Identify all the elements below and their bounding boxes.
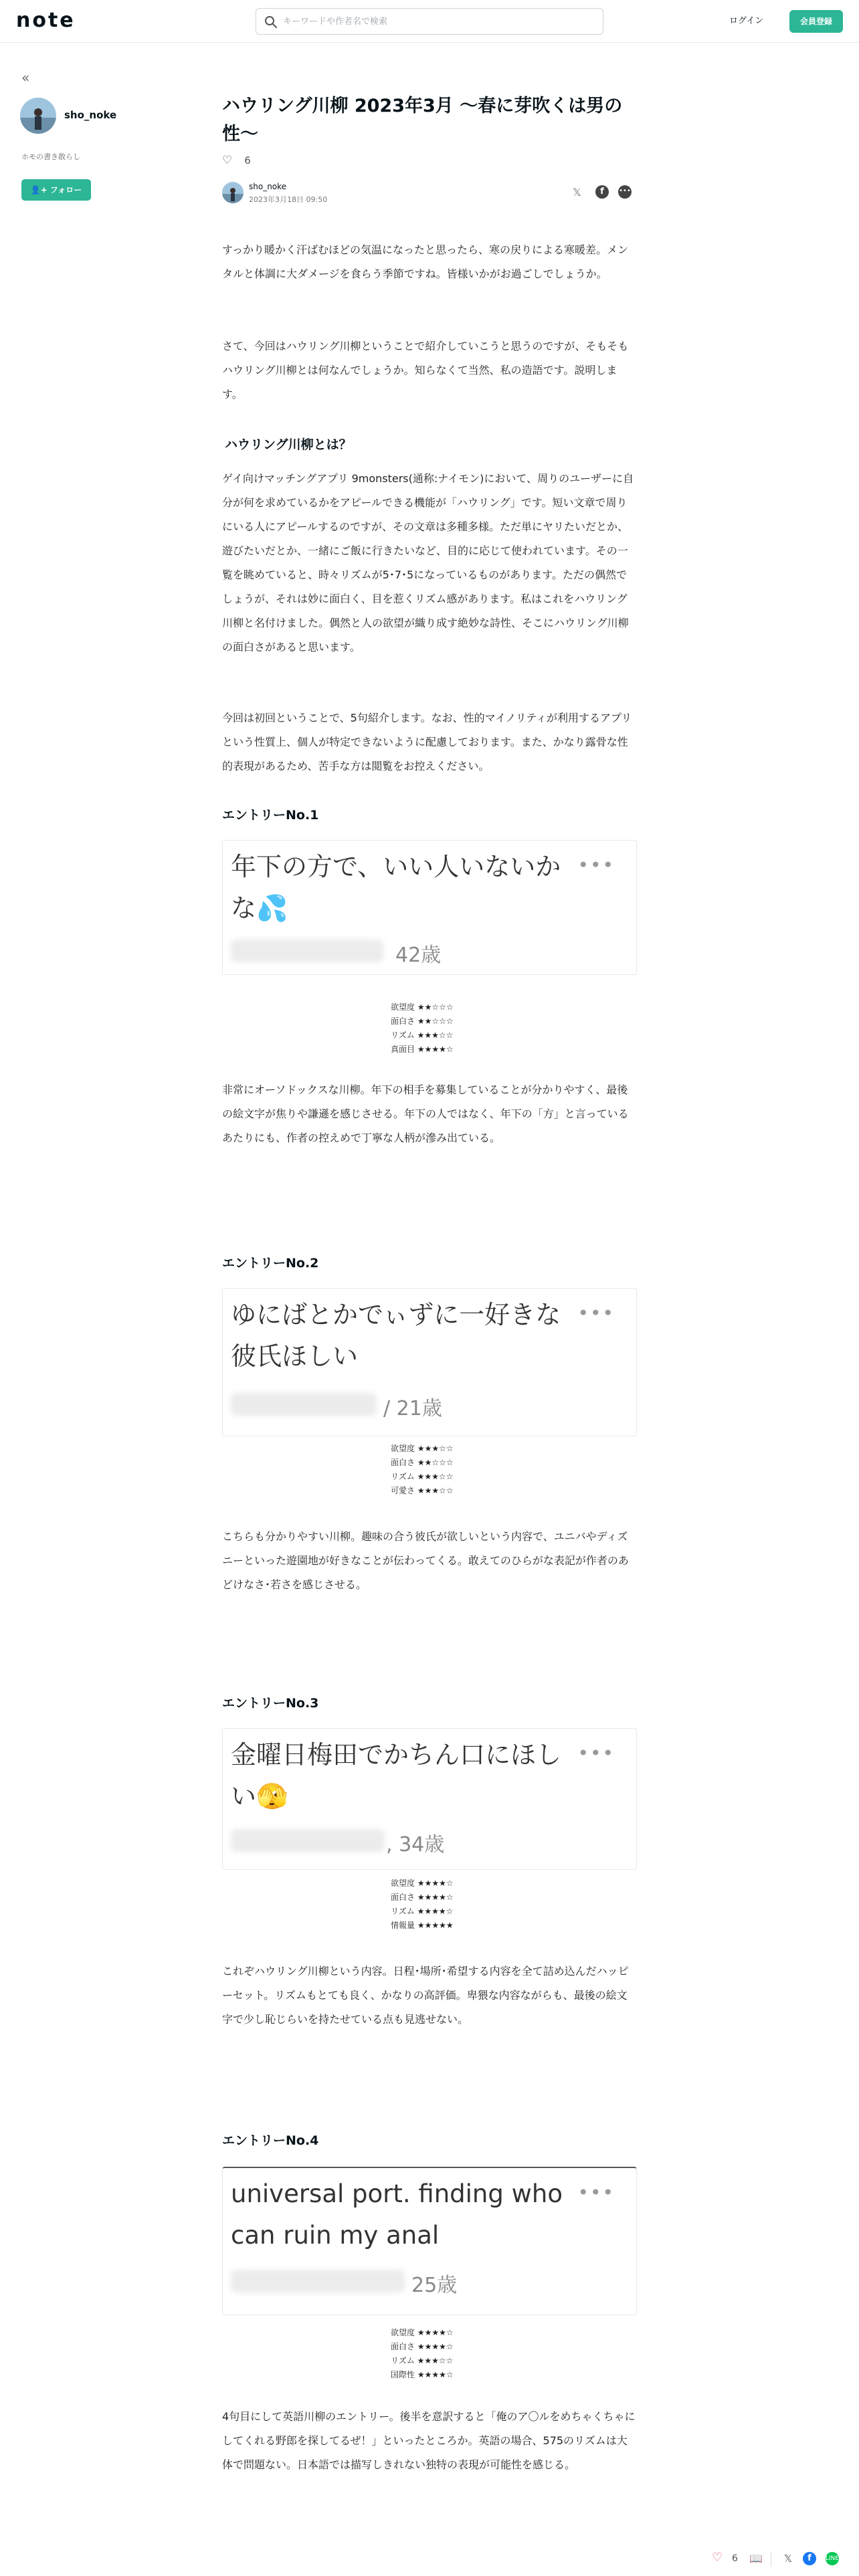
rating-list (391, 2326, 454, 2382)
magazine-add-icon[interactable]: 📖 (749, 2552, 763, 2565)
rating-list (391, 1000, 454, 1057)
collapse-sidebar-icon[interactable]: « (21, 70, 30, 86)
rating-row: 面白さ ★★☆☆☆ (391, 1458, 454, 1467)
sidebar-author-name[interactable]: sho_noke (64, 109, 117, 121)
blurred-username (231, 940, 383, 962)
howling-text: 年下の方で、いい人いないかな💦 (231, 852, 561, 923)
note-logo[interactable]: note (16, 9, 76, 32)
heart-icon[interactable]: ♡ (222, 154, 233, 167)
rating-row: 欲望度 ★★★★☆ (391, 2328, 454, 2337)
howling-text: 金曜日梅田でかちん口にほしい🫣 (231, 1740, 562, 1811)
rating-row: 欲望度 ★★★★☆ (391, 1879, 454, 1888)
rating-row: 面白さ ★★★★☆ (391, 2342, 454, 2351)
publish-date: 2023年3月18日 09:50 (249, 195, 328, 204)
author-avatar[interactable] (20, 98, 56, 134)
entry-heading: エントリーNo.4 (222, 2133, 319, 2148)
more-icon: ••• (577, 854, 615, 876)
follow-button[interactable] (21, 179, 91, 201)
howling-card (222, 2167, 637, 2315)
blurred-username (231, 2270, 405, 2292)
paragraph-intro: すっかり暖かく汗ばむほどの気温になったと思ったら、寒の戻りによる寒暖差。メンタルと体調に大ダメージを食らう季節ですね。皆様いかがお過ごしでしょうか。 (222, 243, 629, 280)
rating-list (391, 1442, 454, 1498)
article-title: ハウリング川柳 2023年3月 〜春に芽吹くは男の性〜 (222, 96, 623, 144)
more-icon: ••• (577, 2181, 615, 2204)
rating-row: 欲望度 ★★★☆☆ (391, 1444, 454, 1453)
signup-button[interactable]: 会員登録 (789, 10, 843, 33)
x-share-icon[interactable]: 𝕏 (573, 186, 581, 199)
rating-row: 国際性 ★★★★☆ (391, 2370, 454, 2379)
rating-row: 可愛さ ★★★☆☆ (391, 1486, 454, 1495)
howling-card (222, 1288, 637, 1436)
paragraph-definition: ゲイ向けマッチングアプリ 9monsters(通称:ナイモン)において、周りのユーザーに自分が何を求めているかをアピールできる機能が「ハウリング」です。短い文章で周りにいる人にアピールするのですが、その文章は多種多様。ただ単にヤリたいだとか、遊びたいだとか、一緒にご飯に行きたいなど、目的に応じて使われています。その一覧を眺めていると、時々リズムが5･7･5になっているものがあります。ただの偶然でしょうが、それは妙に面白く、目を惹くリズム感があります。私はこれをハウリング川柳と名付けました。偶然と人の欲望が織り成す絶妙な詩性、そこにハウリング川柳の面白さがあると思います。 (222, 472, 634, 653)
search-icon (264, 15, 278, 29)
entry-comment: 4句目にして英語川柳のエントリー。後半を意訳すると「俺のア〇ルをめちゃくちゃにしてくれる野郎を探してるぜ！」といったところか。英語の場合、575のリズムは大体で問題ない。日本語では描写しきれない独特の表現が可能性を感じる。 (222, 2410, 636, 2471)
rating-row: 情報量 ★★★★★ (391, 1921, 454, 1930)
entry-comment: 非常にオーソドックスな川柳。年下の相手を募集していることが分かりやすく、最後の絵文字が焦りや謙遜を感じさせる。年下の人ではなく、年下の「方」と言っているあたりにも、作者の控えめで丁寧な人柄が滲み出ている。 (222, 1083, 629, 1144)
rating-row: 真面目 ★★★★☆ (391, 1045, 454, 1054)
more-options-icon[interactable]: ••• (618, 185, 632, 199)
like-area[interactable] (222, 154, 251, 167)
search-box[interactable] (256, 8, 603, 35)
rating-list (391, 1876, 454, 1933)
x-share-icon[interactable]: 𝕏 (784, 2553, 793, 2565)
howling-text: universal port. finding who can ruin my anal (231, 2179, 563, 2250)
entry-heading: エントリーNo.1 (222, 808, 319, 823)
rating-row: リズム ★★★☆☆ (391, 2356, 454, 2365)
paragraph-notice: 今回は初回ということで、5句紹介します。なお、性的マイノリティが利用するアプリという性質上、個人が特定できないように配慮しております。また、かなり露骨な性的表現があるため、苦手な方は閲覧をお控えください。 (222, 712, 632, 772)
entry-comment: こちらも分かりやすい川柳。趣味の合う彼氏が欲しいという内容で、ユニバやディズニーといった遊園地が好きなことが伝わってくる。敢えてのひらがな表記が作者のあどけなさ･若さを感じさせる。 (222, 1530, 629, 1591)
blurred-username (231, 1829, 385, 1852)
blurred-username (231, 1393, 377, 1416)
rating-row: リズム ★★★☆☆ (391, 1031, 454, 1040)
entry-comment: これぞハウリング川柳という内容。日程･場所･希望する内容を全て詰め込んだハッピーセット。リズムもとても良く、かなりの高評価。卑猥な内容ながらも、最後の絵文字で少し恥じらいを持たせている点も見逃せない。 (222, 1965, 629, 2026)
follow-label: フォロー (50, 185, 82, 195)
entry-heading: エントリーNo.3 (222, 1696, 319, 1711)
facebook-share-icon[interactable]: f (595, 185, 609, 199)
like-heart-icon[interactable]: ♡ (712, 2551, 723, 2565)
rating-row: リズム ★★★★☆ (391, 1907, 454, 1916)
more-icon: ••• (577, 1302, 615, 1324)
author-avatar-small[interactable] (222, 182, 244, 203)
rating-row: 面白さ ★★★★☆ (391, 1893, 454, 1902)
login-link[interactable]: ログイン (729, 16, 764, 26)
rating-row: 欲望度 ★★☆☆☆ (391, 1002, 454, 1012)
entry-heading: エントリーNo.2 (222, 1256, 319, 1271)
bottom-action-bar (0, 2541, 859, 2576)
more-icon: ••• (577, 1742, 615, 1764)
age-label: / 21歳 (383, 1397, 442, 1420)
age-label: 25歳 (411, 2274, 458, 2297)
line-share-icon[interactable]: LINE (826, 2552, 839, 2565)
user-plus-icon: 👤+ (30, 185, 50, 195)
sidebar-author-bio: ホモの書き散らし (21, 152, 80, 161)
rating-row: リズム ★★★☆☆ (391, 1472, 454, 1481)
howling-text: ゆにばとかでぃずに一好きな彼氏ほしい (231, 1300, 561, 1371)
search-input[interactable] (283, 9, 591, 34)
top-bar (0, 0, 859, 43)
section-heading: ハウリング川柳とは？ (225, 437, 352, 452)
howling-card (222, 1728, 637, 1870)
rating-row: 面白さ ★★☆☆☆ (391, 1016, 454, 1026)
age-label: 42歳 (395, 944, 442, 967)
author-row (222, 181, 637, 207)
age-label: , 34歳 (386, 1833, 445, 1856)
author-name[interactable]: sho_noke (249, 182, 287, 191)
howling-card (222, 840, 637, 975)
like-count: 6 (244, 154, 251, 167)
paragraph-explain: さて、今回はハウリング川柳ということで紹介していこうと思うのですが、そもそもハウリング川柳とは何なんでしょうか。知らなくて当然、私の造語です。説明します。 (222, 340, 629, 401)
facebook-share-icon[interactable]: f (803, 2552, 816, 2565)
bottom-like-count: 6 (732, 2553, 738, 2564)
